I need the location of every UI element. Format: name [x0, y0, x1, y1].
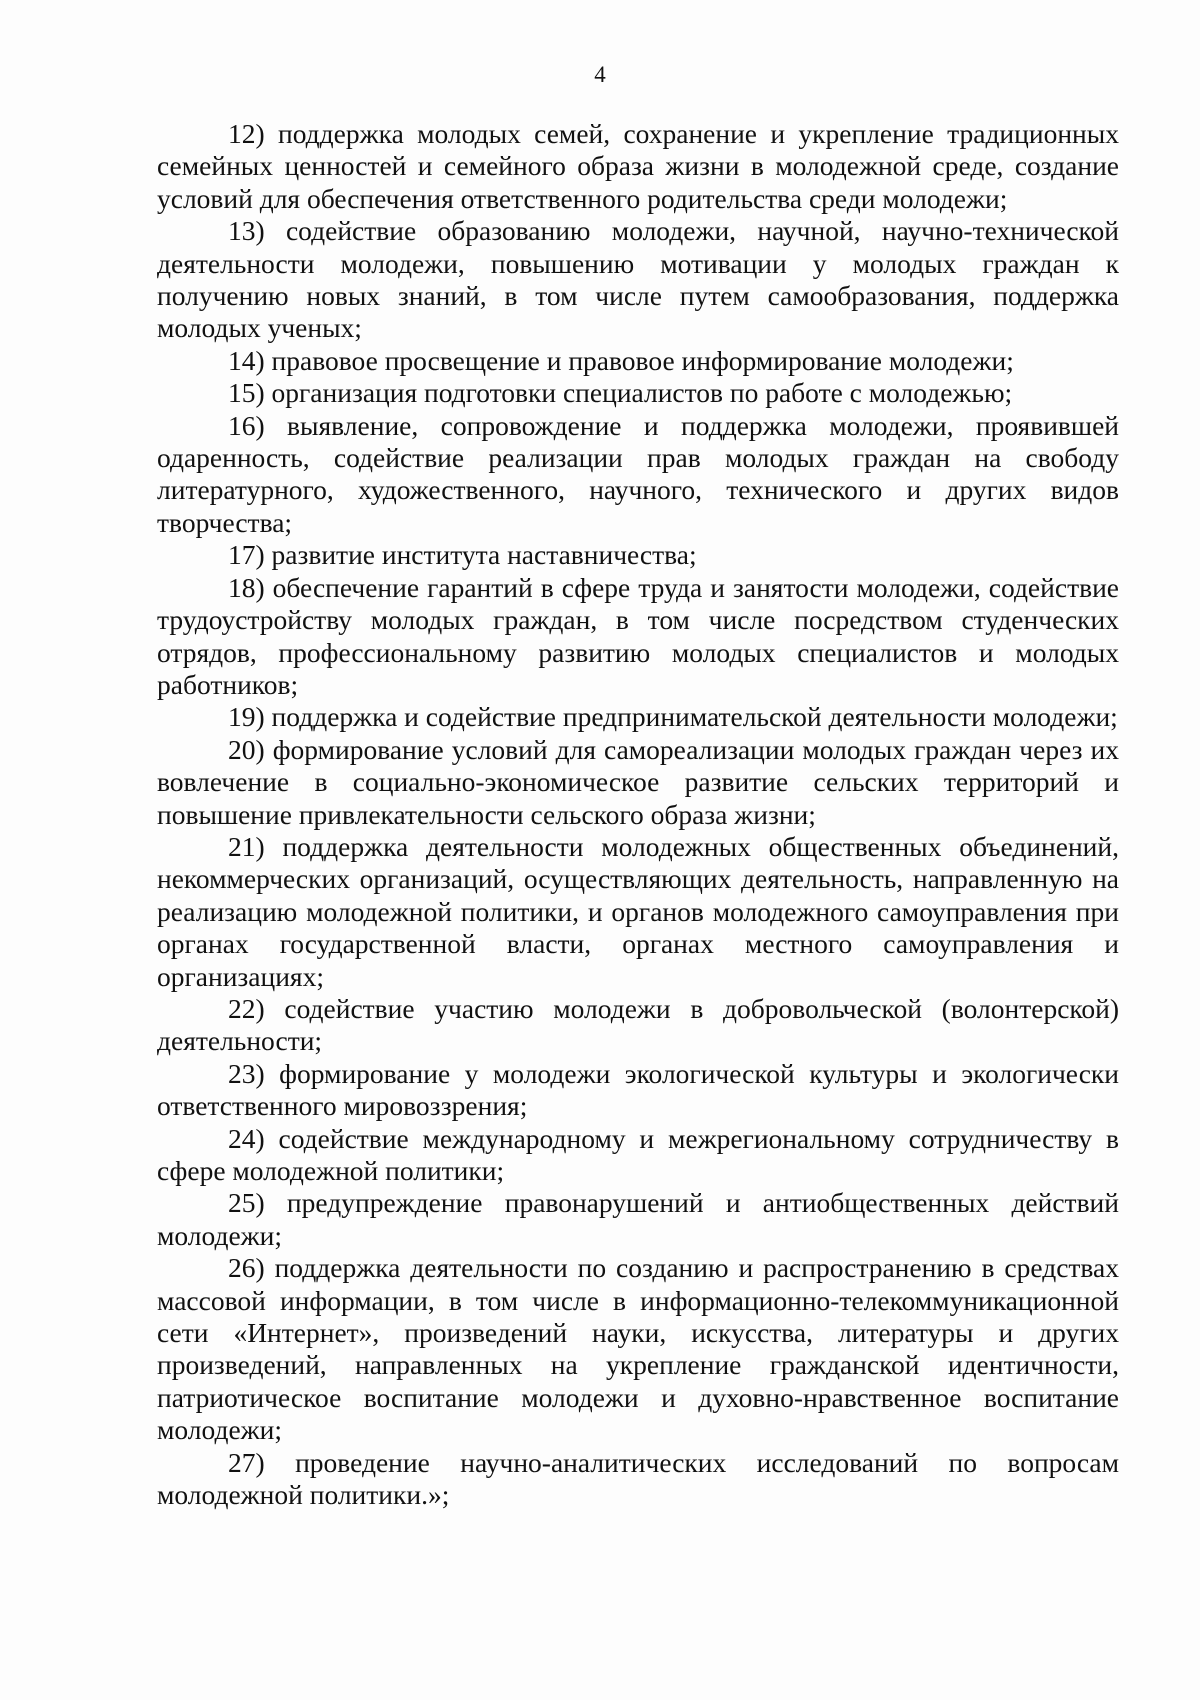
document-body — [157, 118, 1119, 1511]
list-item: 24) содействие международному и межрегиональному сотрудничеству в сфере молодежной политики; — [157, 1122, 1119, 1186]
page-number: 4 — [594, 62, 606, 87]
list-item: 13) содействие образованию молодежи, научной, научно-технической деятельности молодежи, повышению мотивации у молодых граждан к получению новых знаний, в том числе путем самообразования, поддержка молодых ученых; — [157, 215, 1119, 344]
list-item: 21) поддержка деятельности молодежных общественных объединений, некоммерческих организаций, осуществляющих деятельность, направленную на реализацию молодежной политики, и органов молодежного самоуправления при органах государственной власти, органах местного самоуправления и организациях; — [157, 830, 1119, 992]
list-item: 16) выявление, сопровождение и поддержка молодежи, проявившей одаренность, содействие реализации прав молодых граждан на свободу литературного, художественного, научного, технического и других видов творчества; — [157, 409, 1119, 538]
list-item: 20) формирование условий для самореализации молодых граждан через их вовлечение в социально-экономическое развитие сельских территорий и повышение привлекательности сельского образа жизни; — [157, 733, 1119, 830]
list-item: 27) проведение научно-аналитических исследований по вопросам молодежной политики.»; — [157, 1446, 1119, 1511]
list-item: 26) поддержка деятельности по созданию и распространению в средствах массовой информации, в том числе в информационно-телекоммуникационной сети «Интернет», произведений науки, искусства, литературы и других произведений, направленных на укрепление гражданской идентичности, патриотическое воспитание молодежи и духовно-нравственное воспитание молодежи; — [157, 1252, 1119, 1446]
list-item: 22) содействие участию молодежи в добровольческой (волонтерской) деятельности; — [157, 992, 1119, 1057]
list-item: 19) поддержка и содействие предпринимательской деятельности молодежи; — [228, 701, 1118, 733]
list-item: 12) поддержка молодых семей, сохранение и укрепление традиционных семейных ценностей и семейного образа жизни в молодежной среде, создание условий для обеспечения ответственного родительства среди молодежи; — [157, 118, 1119, 214]
list-item: 23) формирование у молодежи экологической культуры и экологически ответственного мировоззрения; — [157, 1057, 1119, 1122]
list-item: 14) правовое просвещение и правовое информирование молодежи; — [228, 344, 1014, 376]
list-item: 18) обеспечение гарантий в сфере труда и занятости молодежи, содействие трудоустройству молодых граждан, в том числе посредством студенческих отрядов, профессиональному развитию молодых специалистов и молодых работников; — [157, 571, 1119, 700]
list-item: 15) организация подготовки специалистов по работе с молодежью; — [228, 377, 1013, 409]
list-item: 17) развитие института наставничества; — [228, 539, 697, 571]
list-item: 25) предупреждение правонарушений и антиобщественных действий молодежи; — [157, 1187, 1119, 1251]
